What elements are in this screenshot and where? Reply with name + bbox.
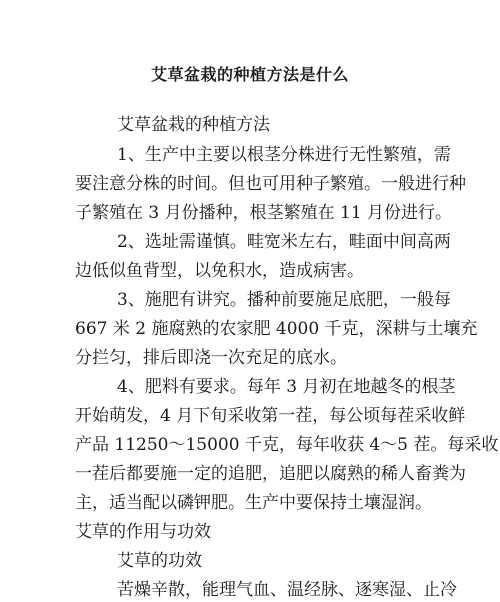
paragraph-line: 4、肥料有要求。每年 3 月初在地越冬的根茎 (117, 377, 456, 397)
section-heading-effects: 艾草的作用与功效 (75, 522, 211, 542)
subsection-heading-benefits: 艾草的功效 (117, 551, 202, 571)
paragraph-line: 分拦匀，排后即浇一次充足的底水。 (75, 348, 347, 368)
paragraph-line: 边低似鱼背型，以免积水，造成病害。 (75, 261, 364, 281)
section-heading-planting: 艾草盆栽的种植方法 (117, 115, 270, 135)
paragraph-line: 2、选址需谨慎。畦宽米左右，畦面中间高两 (117, 232, 451, 252)
paragraph-line: 要注意分株的时间。但也可用种子繁殖。一般进行种 (75, 174, 466, 194)
paragraph-line: 产品 11250～15000 千克，每年收获 4～5 茬。每采收 (75, 435, 499, 455)
paragraph-line: 开始萌发，4 月下旬采收第一茬，每公顷每茬采收鲜 (75, 406, 466, 426)
paragraph-line: 主，适当配以磷钾肥。生产中要保持土壤湿润。 (75, 493, 432, 513)
paragraph-line: 一茬后都要施一定的追肥，追肥以腐熟的稀人畜粪为 (75, 464, 466, 484)
paragraph-line: 667 米 2 施腐熟的农家肥 4000 千克，深耕与土壤充 (75, 319, 478, 339)
document-title: 艾草盆栽的种植方法是什么 (150, 65, 349, 84)
paragraph-line: 1、生产中主要以根茎分株进行无性繁殖，需 (117, 145, 451, 165)
paragraph-line: 苦燥辛散，能理气血、温经脉、逐寒湿、止冷 (117, 580, 457, 600)
paragraph-line: 子繁殖在 3 月份播种，根茎繁殖在 11 月份进行。 (75, 203, 453, 223)
paragraph-line: 3、施肥有讲究。播种前要施足底肥，一般每 (117, 290, 451, 310)
